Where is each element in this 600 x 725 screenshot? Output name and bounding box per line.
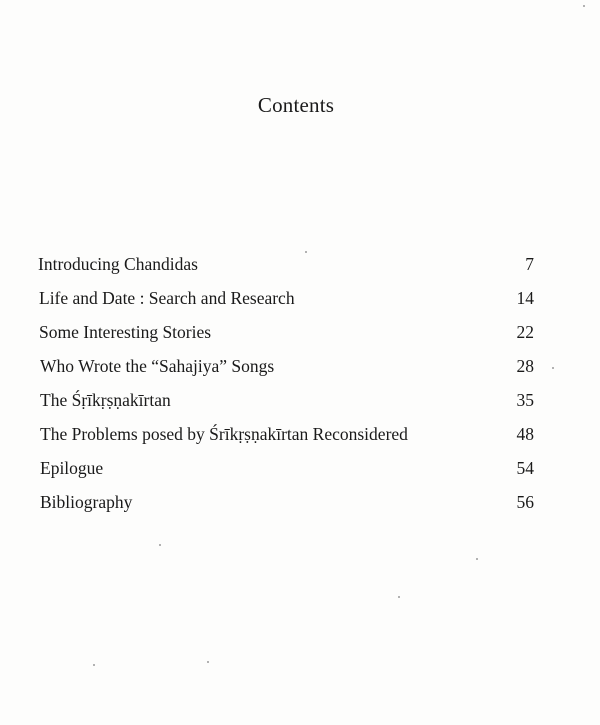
toc-entry-title: The Śṛīkṛṣṇakīrtan <box>40 390 171 410</box>
toc-entry <box>39 288 534 322</box>
toc-entry-title: Introducing Chandidas <box>38 254 198 274</box>
toc-entry <box>38 254 534 288</box>
toc-entry-title: Bibliography <box>40 492 133 512</box>
toc-entry-page: 48 <box>516 424 534 444</box>
toc-entry <box>40 424 534 458</box>
scan-speck <box>207 661 209 663</box>
toc-entry-page: 54 <box>516 458 534 478</box>
page-title: Contents <box>257 93 335 117</box>
toc-entry-page: 22 <box>516 322 534 342</box>
toc-entry-page: 7 <box>525 254 534 274</box>
scan-speck <box>476 558 478 560</box>
toc-entry-title: Some Interesting Stories <box>39 322 212 342</box>
toc-entry <box>40 356 534 390</box>
toc-entry-title: Who Wrote the “Sahajiya” Songs <box>40 356 275 376</box>
toc-entry-page: 14 <box>516 288 534 308</box>
toc-entry <box>39 322 534 356</box>
toc-entry-title: The Problems posed by Śrīkṛṣṇakīrtan Reconsidered <box>40 424 408 444</box>
toc-entry <box>40 458 534 492</box>
toc-entry-title: Epilogue <box>40 458 104 478</box>
toc-entry-page: 56 <box>516 492 534 512</box>
scan-speck <box>305 251 307 253</box>
scan-speck <box>552 367 554 369</box>
toc-entry <box>40 390 534 424</box>
toc-entry-title: Life and Date : Search and Research <box>39 288 295 308</box>
toc-entry-page: 35 <box>516 390 534 410</box>
table-of-contents <box>38 254 534 526</box>
scan-speck <box>93 664 95 666</box>
toc-entry <box>40 492 534 526</box>
scan-speck <box>159 544 161 546</box>
scan-speck <box>398 596 400 598</box>
toc-entry-page: 28 <box>516 356 534 376</box>
scan-speck <box>583 5 585 7</box>
